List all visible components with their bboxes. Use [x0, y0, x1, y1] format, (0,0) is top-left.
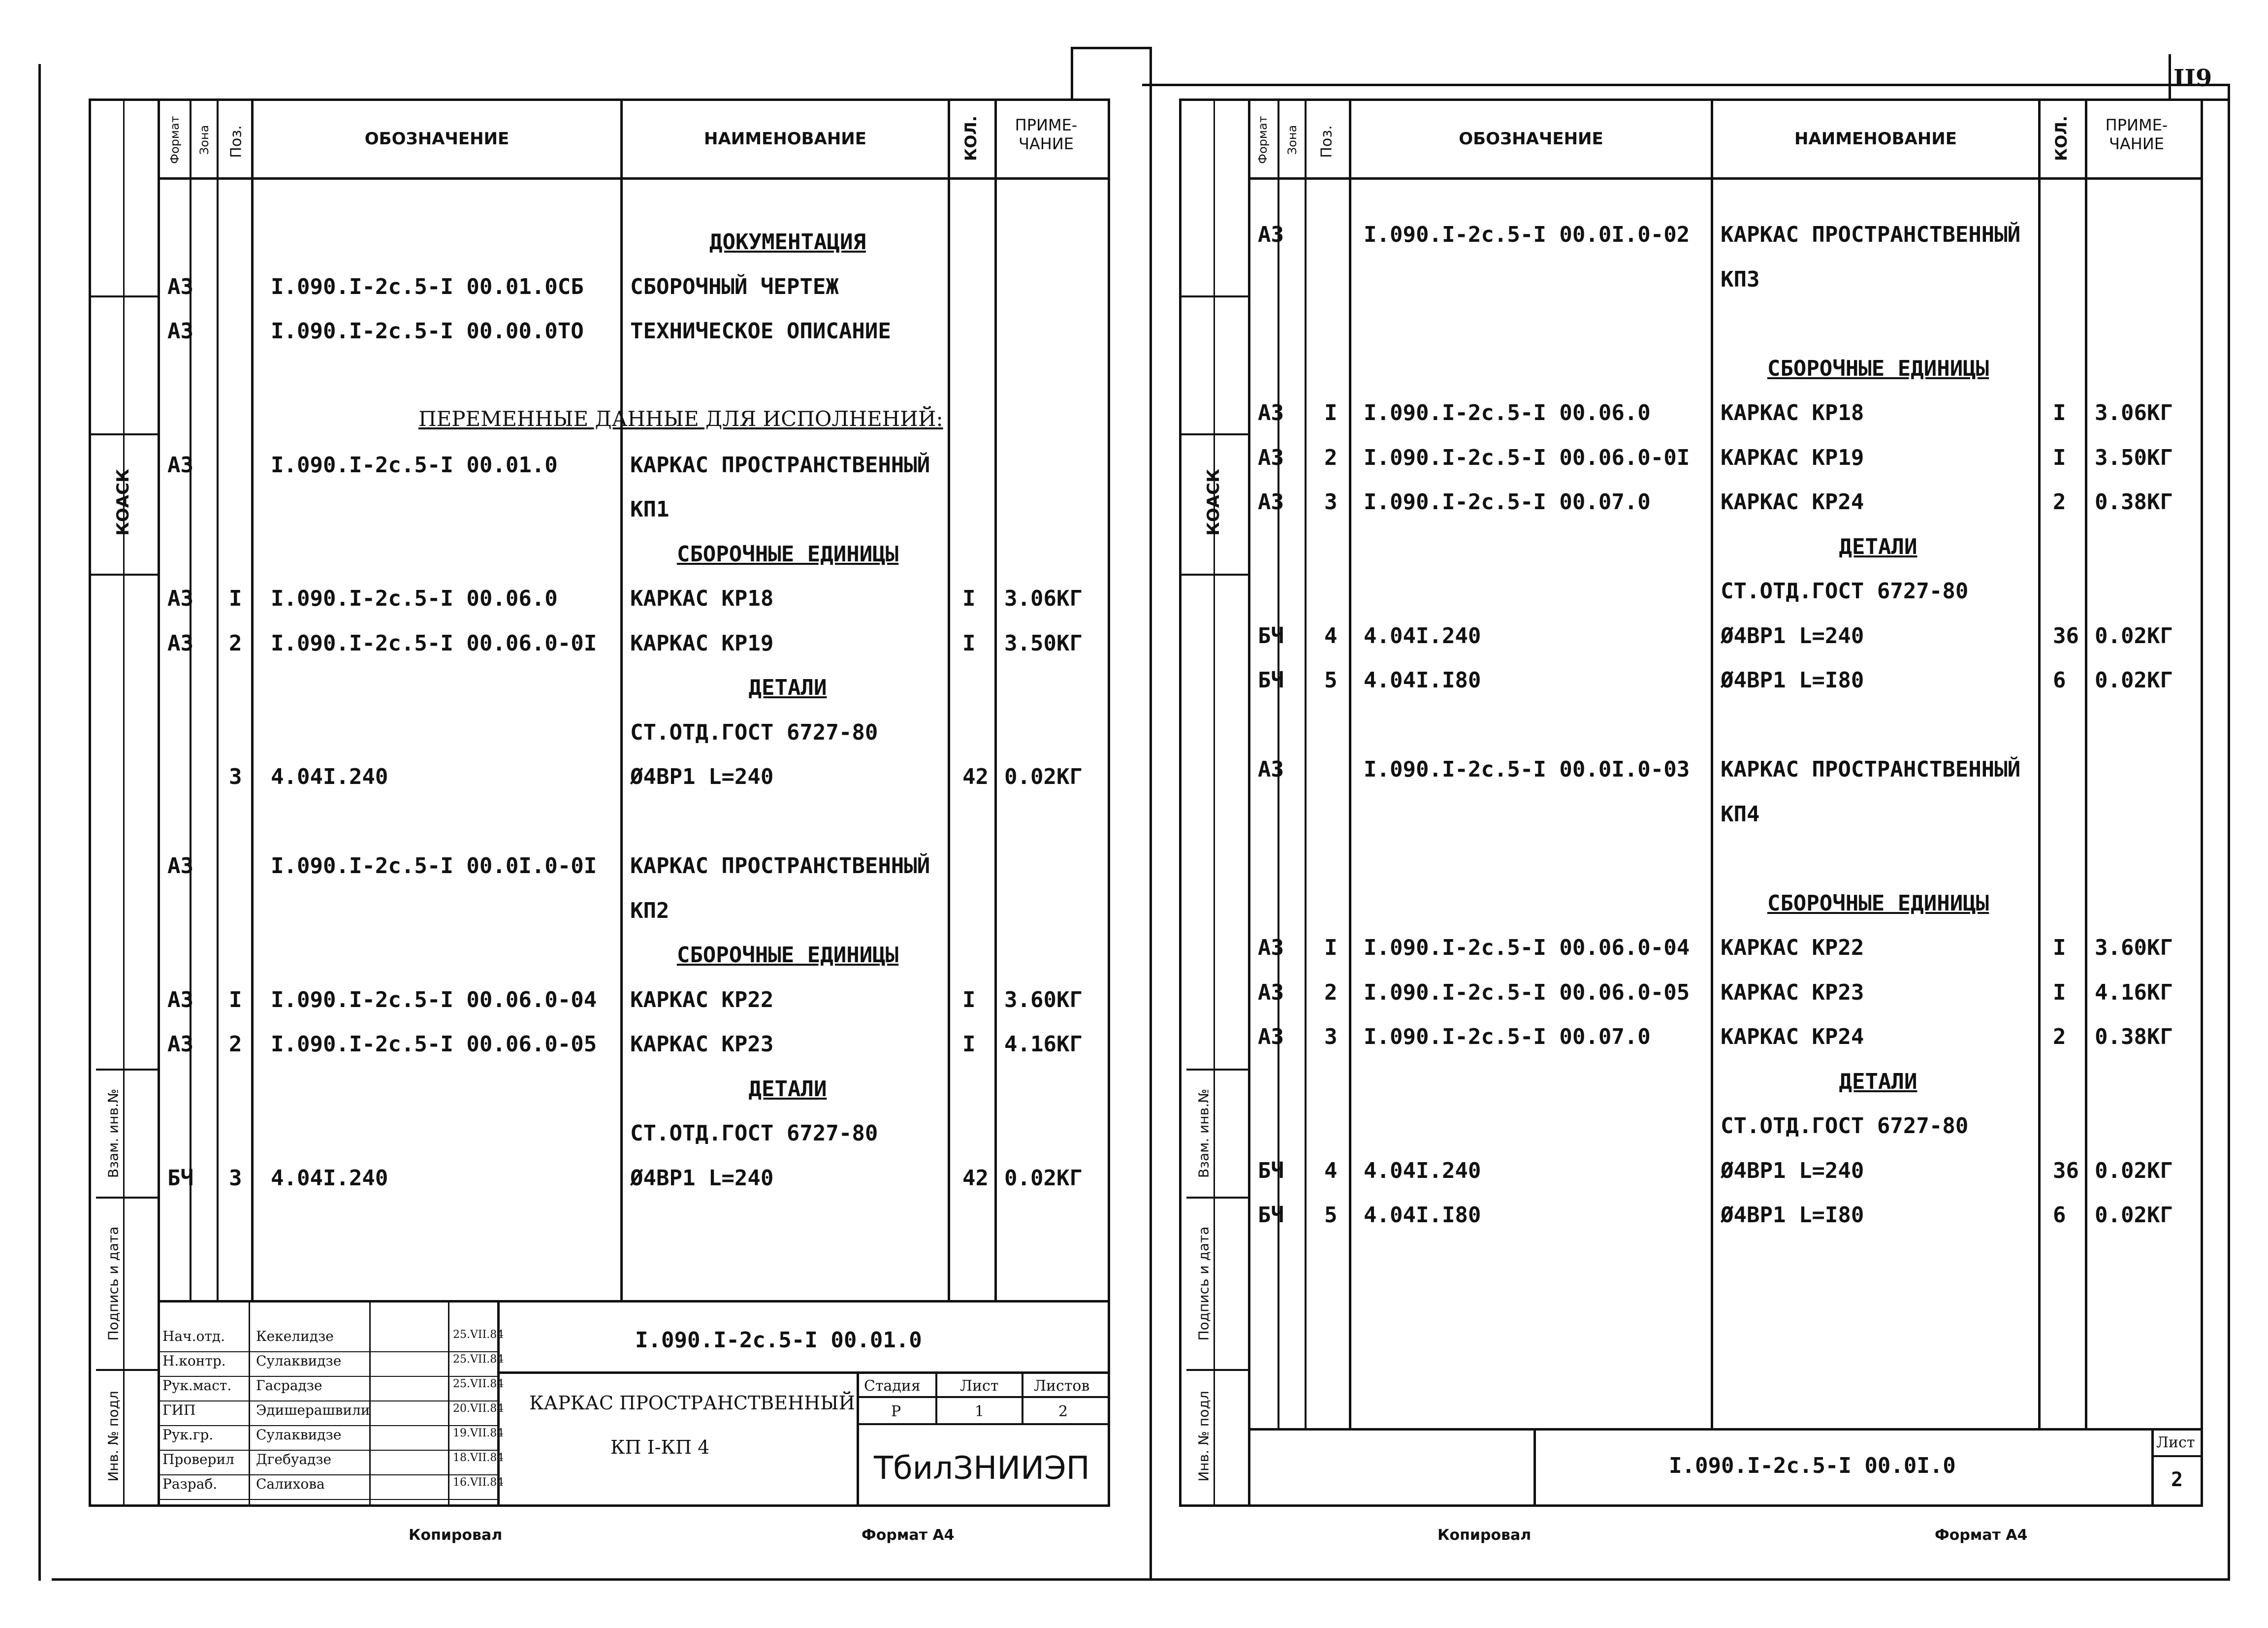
row-quantity: I — [962, 630, 976, 656]
left-margin-h3 — [89, 574, 158, 576]
variable-data-heading: ПЕРЕМЕННЫЕ ДАННЫЕ ДЛЯ ИСПОЛНЕНИЙ: — [418, 407, 943, 431]
row-format: А3 — [167, 274, 193, 299]
row-note: 0.02КГ — [1004, 1165, 1083, 1191]
row-designation: 4.04I.240 — [1364, 1158, 1481, 1183]
left-frame-bottom — [158, 1504, 1110, 1507]
row-position: 2 — [229, 630, 242, 656]
row-quantity: 36 — [2053, 623, 2079, 649]
row-name: КП3 — [1721, 266, 1760, 292]
left-hdr-name: НАИМЕНОВАНИЕ — [703, 129, 866, 149]
row-format: А3 — [167, 853, 193, 879]
right-tb-doc-code: I.090.I-2с.5-I 00.0I.0 — [1669, 1453, 1956, 1478]
row-name: СБОРОЧНЫЙ ЧЕРТЕЖ — [630, 274, 839, 299]
signer-date: 18.VII.84 — [453, 1452, 504, 1464]
row-format: А3 — [1258, 489, 1284, 515]
signer-name: Эдишерашвили — [256, 1402, 370, 1418]
right-margin-h5 — [1186, 1197, 1248, 1199]
row-name: СТ.ОТД.ГОСТ 6727-80 — [630, 1121, 878, 1146]
left-frame-left — [158, 98, 160, 1507]
row-note: 0.38КГ — [2095, 1024, 2173, 1049]
right-inv-vzam-label: Взам. инв.№ — [1195, 1088, 1212, 1178]
signer-role: Разраб. — [162, 1476, 218, 1492]
row-name: КП4 — [1721, 801, 1760, 827]
row-format: БЧ — [1258, 1203, 1284, 1228]
row-format: А3 — [1258, 757, 1284, 782]
left-margin-sep — [123, 98, 125, 1507]
tb-stage-row2 — [857, 1423, 1110, 1425]
row-format: А3 — [167, 630, 193, 656]
signer-role: Нач.отд. — [162, 1328, 225, 1344]
row-position: I — [229, 586, 242, 611]
row-name: КАРКАС КР23 — [630, 1032, 774, 1057]
sheet-divider — [1150, 47, 1152, 1581]
row-note: 4.16КГ — [1004, 1032, 1083, 1057]
row-position: 3 — [1324, 489, 1338, 515]
signer-date: 20.VII.84 — [453, 1402, 504, 1415]
right-footer-copied: Копировал — [1437, 1527, 1532, 1544]
row-name: КП1 — [630, 497, 670, 522]
row-quantity: I — [962, 1032, 976, 1057]
row-note: 3.60КГ — [2095, 935, 2173, 960]
signer-name: Дгебуадзе — [256, 1451, 332, 1467]
left-col-name — [948, 98, 950, 1300]
row-note: 3.50КГ — [2095, 445, 2173, 470]
row-note: 3.60КГ — [1004, 987, 1083, 1012]
row-note: 3.06КГ — [1004, 586, 1083, 611]
left-col-des — [620, 98, 623, 1300]
right-col-name — [2038, 98, 2041, 1428]
row-designation: 4.04I.I80 — [1364, 1203, 1481, 1228]
row-name: Ø4ВР1 L=I80 — [1721, 1203, 1864, 1228]
right-col-qty — [2085, 98, 2087, 1428]
tb-title-line2: КП I-КП 4 — [610, 1436, 710, 1458]
row-name: СТ.ОТД.ГОСТ 6727-80 — [1721, 1113, 1969, 1139]
tb-sign-c1 — [249, 1300, 250, 1507]
row-quantity: I — [962, 987, 976, 1012]
row-note: 0.02КГ — [2095, 668, 2173, 693]
tb-title-col — [857, 1371, 859, 1507]
row-note: 0.02КГ — [1004, 764, 1083, 789]
outer-frame-left — [38, 64, 41, 1581]
row-format: БЧ — [1258, 1158, 1284, 1183]
right-tb-col2 — [2151, 1428, 2154, 1507]
row-note: 0.02КГ — [2095, 1158, 2173, 1183]
signer-role: Рук.гр. — [162, 1427, 214, 1443]
row-quantity: 2 — [2053, 1024, 2066, 1049]
row-designation: 4.04I.240 — [271, 1165, 388, 1191]
signer-date: 16.VII.84 — [453, 1476, 504, 1489]
right-footer-format: Формат А4 — [1935, 1527, 2028, 1544]
tb-sign-c3 — [448, 1300, 449, 1507]
row-name: КАРКАС КР23 — [1721, 979, 1864, 1005]
row-position: 2 — [1324, 445, 1338, 470]
row-designation: I.090.I-2с.5-I 00.06.0-0I — [271, 630, 597, 656]
section-heading: СБОРОЧНЫЕ ЕДИНИЦЫ — [1767, 890, 1989, 916]
row-position: 5 — [1324, 1203, 1338, 1228]
signer-role: Проверил — [162, 1451, 234, 1467]
row-note: 0.02КГ — [2095, 623, 2173, 649]
right-hdr-qty: КОЛ. — [2052, 115, 2071, 162]
right-margin-sep — [1214, 98, 1215, 1507]
section-heading: ДЕТАЛИ — [748, 675, 827, 700]
right-frame-right — [2201, 98, 2203, 1507]
right-sign-date-label: Подпись и дата — [1195, 1226, 1212, 1341]
left-sign-date-label: Подпись и дата — [105, 1226, 122, 1341]
signer-role: Н.контр. — [162, 1353, 226, 1369]
row-format: А3 — [167, 987, 193, 1012]
row-name: Ø4ВР1 L=240 — [1721, 1158, 1864, 1183]
right-hdr-designation: ОБОЗНАЧЕНИЕ — [1459, 129, 1603, 149]
row-designation: I.090.I-2с.5-I 00.06.0-0I — [1364, 445, 1690, 470]
tb-top — [158, 1300, 1110, 1302]
row-designation: I.090.I-2с.5-I 00.07.0 — [1364, 489, 1651, 515]
tb-org: ТбилЗНИИЭП — [874, 1450, 1090, 1487]
row-designation: I.090.I-2с.5-I 00.06.0-04 — [1364, 935, 1690, 960]
right-frame-bottom — [1248, 1504, 2203, 1507]
tb-sheets-label: Листов — [1034, 1377, 1090, 1395]
section-heading: СБОРОЧНЫЕ ЕДИНИЦЫ — [676, 943, 899, 968]
row-quantity: I — [2053, 979, 2066, 1005]
right-hdr-pos: Поз. — [1318, 125, 1336, 158]
row-designation: 4.04I.240 — [271, 764, 388, 789]
left-margin-h1 — [89, 295, 158, 297]
row-quantity: I — [2053, 445, 2066, 470]
row-quantity: 2 — [2053, 489, 2066, 515]
row-name: ТЕХНИЧЕСКОЕ ОПИСАНИЕ — [630, 319, 891, 344]
row-name: Ø4ВР1 L=240 — [630, 1165, 774, 1191]
row-format: А3 — [1258, 445, 1284, 470]
row-name: КАРКАС КР19 — [630, 630, 774, 656]
tb-title-line1: КАРКАС ПРОСТРАНСТВЕННЫЙ — [529, 1392, 855, 1414]
row-position: I — [1324, 935, 1338, 960]
signer-row-line — [158, 1450, 497, 1451]
right-inv-podl-label: Инв. № подл — [1195, 1391, 1212, 1482]
right-margin-h2 — [1179, 433, 1248, 435]
right-col-des — [1711, 98, 1713, 1428]
signer-name: Кекелидзе — [256, 1328, 334, 1344]
row-designation: I.090.I-2с.5-I 00.06.0-05 — [271, 1032, 597, 1057]
row-designation: I.090.I-2с.5-I 00.07.0 — [1364, 1024, 1651, 1049]
left-hdr-format: Формат — [168, 116, 182, 164]
signer-date: 25.VII.84 — [453, 1378, 504, 1390]
right-margin-h4 — [1186, 1069, 1248, 1071]
signer-name: Гасрадзе — [256, 1377, 322, 1394]
signer-row-line — [158, 1499, 497, 1500]
signer-row-line — [158, 1425, 497, 1426]
signer-role: ГИП — [162, 1402, 196, 1418]
row-name: КАРКАС КР18 — [630, 586, 774, 611]
row-name: КАРКАС КР24 — [1721, 1024, 1864, 1049]
row-format: А3 — [1258, 400, 1284, 425]
row-note: 0.02КГ — [2095, 1203, 2173, 1228]
row-quantity: I — [2053, 935, 2066, 960]
row-name: КАРКАС ПРОСТРАНСТВЕННЫЙ — [1721, 222, 2021, 247]
row-format: А3 — [167, 319, 193, 344]
row-quantity: I — [962, 586, 976, 611]
right-tb-col1 — [1533, 1428, 1536, 1507]
signer-name: Сулаквидзе — [256, 1427, 342, 1443]
section-heading: ДЕТАЛИ — [1839, 1069, 1917, 1094]
left-inv-vzam-label: Взам. инв.№ — [105, 1088, 122, 1178]
tb-stage-col1 — [935, 1371, 937, 1423]
signer-date: 25.VII.84 — [453, 1329, 504, 1341]
row-designation: I.090.I-2с.5-I 00.00.0ТО — [271, 319, 584, 344]
signer-name: Сулаквидзе — [256, 1353, 342, 1369]
row-quantity: 6 — [2053, 1203, 2066, 1228]
row-designation: I.090.I-2с.5-I 00.06.0 — [271, 586, 558, 611]
row-name: КП2 — [630, 898, 670, 923]
signer-date: 19.VII.84 — [453, 1427, 504, 1439]
right-header-bottom — [1248, 177, 2203, 180]
right-hdr-note: ПРИМЕ-ЧАНИЕ — [2105, 116, 2168, 154]
row-quantity: 36 — [2053, 1158, 2079, 1183]
tb-stage-label: Стадия — [864, 1377, 921, 1395]
right-tb-sheet-value: 2 — [2171, 1468, 2183, 1491]
row-position: I — [229, 987, 242, 1012]
section-heading: ДОКУМЕНТАЦИЯ — [709, 229, 866, 255]
row-designation: I.090.I-2с.5-I 00.01.0 — [271, 452, 558, 478]
section-heading: СБОРОЧНЫЕ ЕДИНИЦЫ — [1767, 356, 1989, 381]
row-name: КАРКАС ПРОСТРАНСТВЕННЫЙ — [1721, 757, 2021, 782]
row-format: БЧ — [1258, 668, 1284, 693]
row-name: КАРКАС КР22 — [1721, 935, 1864, 960]
row-name: СТ.ОТД.ГОСТ 6727-80 — [1721, 579, 1969, 604]
row-position: 3 — [229, 1165, 242, 1191]
row-position: 4 — [1324, 1158, 1338, 1183]
tb-sheets-value: 2 — [1058, 1403, 1068, 1420]
row-designation: 4.04I.I80 — [1364, 668, 1481, 693]
tb-doc-code: I.090.I-2с.5-I 00.01.0 — [635, 1328, 922, 1353]
row-name: Ø4ВР1 L=240 — [1721, 623, 1864, 649]
row-quantity: I — [2053, 400, 2066, 425]
row-name: Ø4ВР1 L=I80 — [1721, 668, 1864, 693]
top-tab-top — [1071, 47, 1150, 49]
page-number: II9 — [2173, 65, 2212, 92]
right-margin-h3 — [1179, 574, 1248, 576]
signer-row-line — [158, 1376, 497, 1377]
row-designation: I.090.I-2с.5-I 00.0I.0-03 — [1364, 757, 1690, 782]
top-tab-left — [1071, 47, 1073, 101]
row-designation: I.090.I-2с.5-I 00.0I.0-02 — [1364, 222, 1690, 247]
row-name: КАРКАС КР18 — [1721, 400, 1864, 425]
row-format: А3 — [1258, 1024, 1284, 1049]
row-position: 3 — [229, 764, 242, 789]
left-margin-h4 — [96, 1069, 158, 1071]
right-col-zone — [1305, 98, 1307, 1428]
left-margin-h5 — [96, 1197, 158, 1199]
signer-row-line — [158, 1474, 497, 1475]
row-name: КАРКАС КР19 — [1721, 445, 1864, 470]
row-format: А3 — [167, 586, 193, 611]
signer-row-line — [158, 1400, 497, 1401]
row-note: 0.38КГ — [2095, 489, 2173, 515]
right-hdr-name: НАИМЕНОВАНИЕ — [1794, 129, 1957, 149]
right-tb-top — [1248, 1428, 2203, 1431]
tb-stage-col2 — [1022, 1371, 1023, 1423]
row-format: А3 — [167, 1032, 193, 1057]
row-format: БЧ — [1258, 623, 1284, 649]
row-format: А3 — [1258, 979, 1284, 1005]
tb-mid-h — [497, 1371, 1110, 1374]
left-hdr-qty: КОЛ. — [961, 115, 980, 162]
left-hdr-zone: Зона — [197, 125, 211, 155]
row-position: I — [1324, 400, 1338, 425]
row-format: А3 — [167, 452, 193, 478]
right-tb-sheet-h — [2151, 1455, 2203, 1457]
outer-frame-bottom — [52, 1578, 2228, 1581]
row-name: Ø4ВР1 L=240 — [630, 764, 774, 789]
right-frame-top — [1179, 98, 2203, 101]
left-col-zone — [217, 98, 219, 1300]
tb-sheet-label: Лист — [960, 1377, 999, 1395]
left-inv-podl-label: Инв. № подл — [105, 1391, 122, 1482]
row-note: 4.16КГ — [2095, 979, 2173, 1005]
signer-role: Рук.маст. — [162, 1377, 232, 1394]
row-format: БЧ — [167, 1165, 193, 1191]
left-footer-format: Формат А4 — [862, 1527, 955, 1544]
outer-frame-top-right — [1142, 84, 2230, 86]
row-name: КАРКАС ПРОСТРАНСТВЕННЫЙ — [630, 853, 930, 879]
row-name: КАРКАС КР24 — [1721, 489, 1864, 515]
left-footer-copied: Копировал — [409, 1527, 503, 1544]
right-koask-label: КОАСК — [1204, 469, 1223, 536]
row-position: 3 — [1324, 1024, 1338, 1049]
section-heading: ДЕТАЛИ — [748, 1076, 827, 1102]
left-hdr-note: ПРИМЕ-ЧАНИЕ — [1015, 116, 1078, 154]
left-margin-h2 — [89, 433, 158, 435]
left-koask-label: КОАСК — [113, 469, 133, 536]
outer-frame-right — [2228, 84, 2230, 1581]
left-hdr-designation: ОБОЗНАЧЕНИЕ — [364, 129, 510, 149]
left-header-bottom — [158, 177, 1110, 180]
row-designation: I.090.I-2с.5-I 00.0I.0-0I — [271, 853, 597, 879]
row-position: 4 — [1324, 623, 1338, 649]
right-col-pos — [1349, 98, 1351, 1428]
right-hdr-format: Формат — [1256, 116, 1270, 164]
left-col-pos — [251, 98, 254, 1300]
row-name: КАРКАС ПРОСТРАНСТВЕННЫЙ — [630, 452, 930, 478]
row-position: 2 — [229, 1032, 242, 1057]
section-heading: СБОРОЧНЫЕ ЕДИНИЦЫ — [676, 541, 899, 567]
right-tb-sheet-label: Лист — [2156, 1434, 2195, 1451]
row-quantity: 42 — [962, 764, 989, 789]
tb-stage-row1 — [857, 1396, 1110, 1398]
row-note: 3.50КГ — [1004, 630, 1083, 656]
left-frame-top — [89, 98, 1110, 101]
tb-stage-value: Р — [891, 1403, 901, 1420]
row-designation: I.090.I-2с.5-I 00.01.0СБ — [271, 274, 584, 299]
right-margin-h1 — [1179, 295, 1248, 297]
row-position: 5 — [1324, 668, 1338, 693]
right-hdr-zone: Зона — [1285, 125, 1299, 155]
row-name: КАРКАС КР22 — [630, 987, 774, 1012]
row-position: 2 — [1324, 979, 1338, 1005]
row-format: А3 — [1258, 935, 1284, 960]
row-quantity: 6 — [2053, 668, 2066, 693]
row-note: 3.06КГ — [2095, 400, 2173, 425]
signer-date: 25.VII.84 — [453, 1353, 504, 1366]
row-name: СТ.ОТД.ГОСТ 6727-80 — [630, 719, 878, 745]
row-designation: I.090.I-2с.5-I 00.06.0-04 — [271, 987, 597, 1012]
row-designation: I.090.I-2с.5-I 00.06.0-05 — [1364, 979, 1690, 1005]
right-frame-left — [1248, 98, 1250, 1507]
signer-name: Салихова — [256, 1476, 325, 1492]
left-frame-right — [1108, 98, 1110, 1507]
tb-sheet-value: 1 — [975, 1403, 985, 1420]
row-designation: I.090.I-2с.5-I 00.06.0 — [1364, 400, 1651, 425]
left-hdr-pos: Поз. — [227, 125, 245, 158]
signer-row-line — [158, 1351, 497, 1352]
row-format: А3 — [1258, 222, 1284, 247]
row-quantity: 42 — [962, 1165, 989, 1191]
row-designation: 4.04I.240 — [1364, 623, 1481, 649]
section-heading: ДЕТАЛИ — [1839, 534, 1917, 559]
left-col-qty — [994, 98, 997, 1300]
